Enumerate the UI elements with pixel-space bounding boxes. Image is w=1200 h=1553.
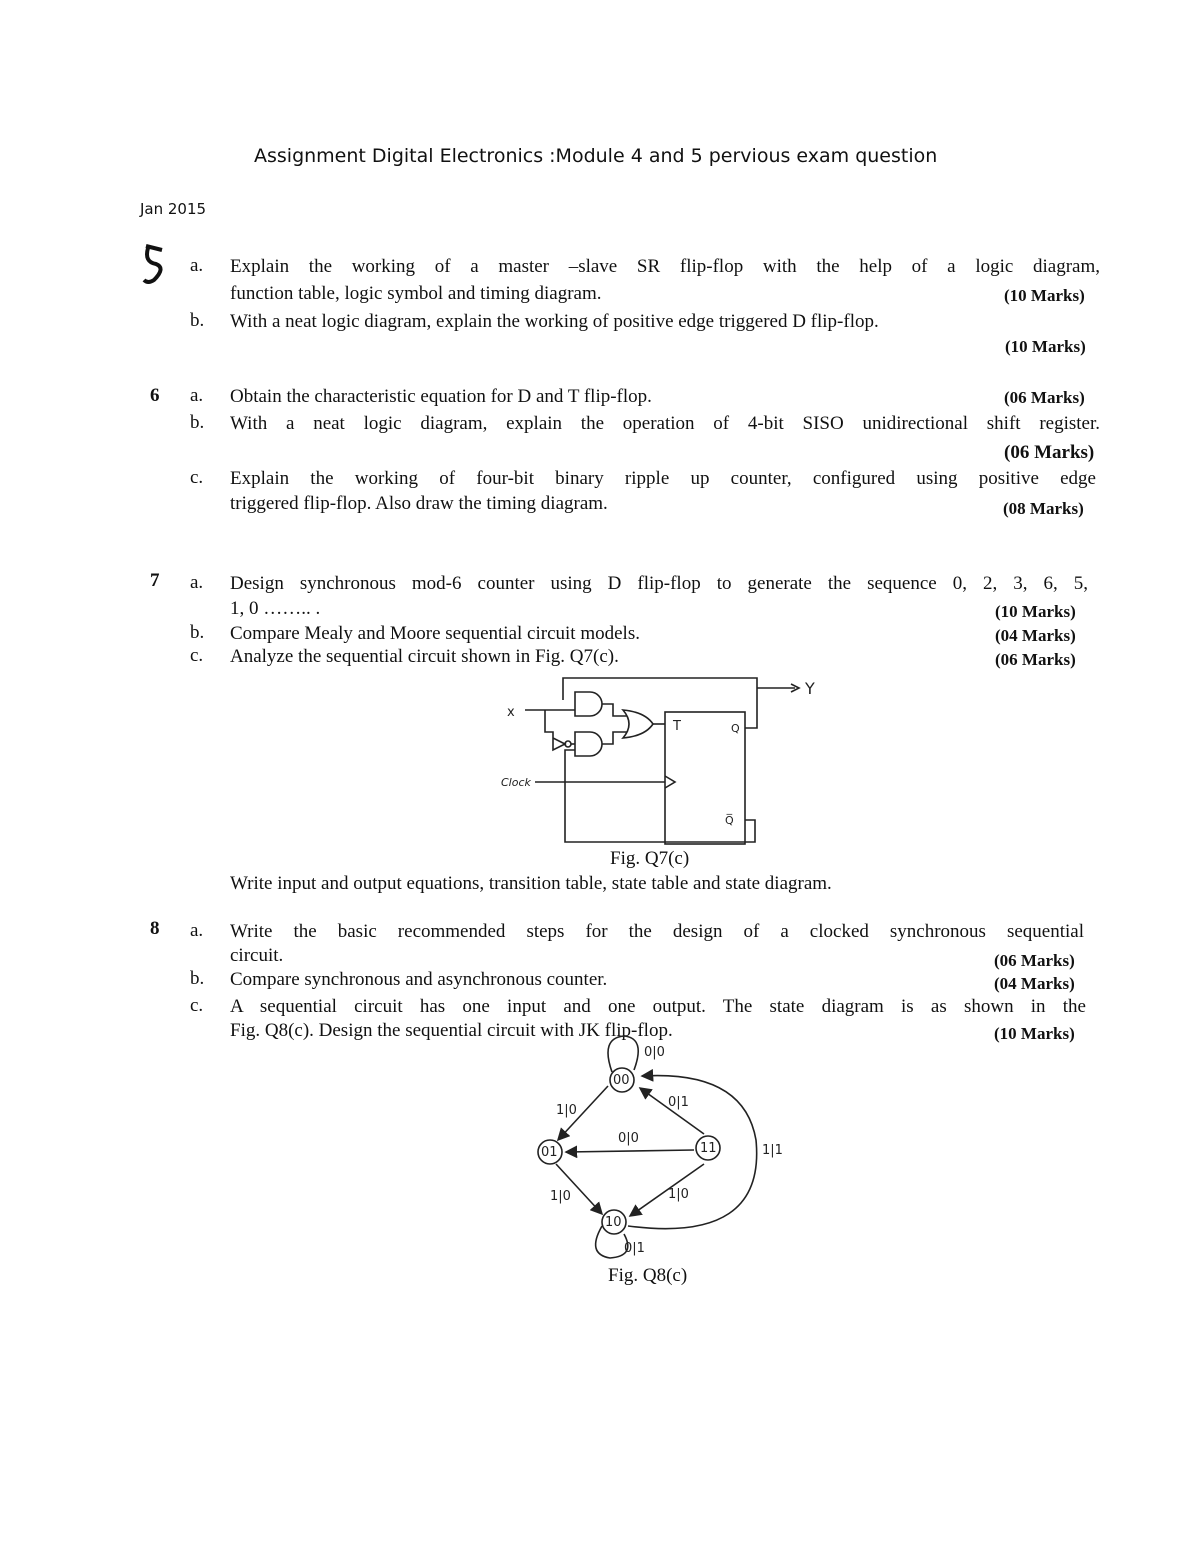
q6b-label: b. bbox=[190, 412, 205, 433]
q8a-text-line2: circuit. bbox=[230, 945, 284, 966]
q6a-label: a. bbox=[190, 385, 204, 406]
q7a-label: a. bbox=[190, 572, 204, 593]
edge-label-11-00: 0|1 bbox=[668, 1095, 689, 1110]
q5a-marks: (10 Marks) bbox=[1004, 286, 1085, 305]
q8c-text-line2: Fig. Q8(c). Design the sequential circuit with JK flip-flop. bbox=[230, 1020, 673, 1041]
q7-number: 7 bbox=[150, 570, 160, 591]
page-title: Assignment Digital Electronics :Module 4 and 5 pervious exam question bbox=[254, 145, 938, 167]
figure-q8c-caption: Fig. Q8(c) bbox=[608, 1265, 688, 1286]
q8c-label: c. bbox=[190, 995, 204, 1016]
q8c-marks: (10 Marks) bbox=[994, 1024, 1075, 1043]
state-01: 01 bbox=[541, 1145, 558, 1160]
q6c-label: c. bbox=[190, 467, 204, 488]
q6b-marks: (06 Marks) bbox=[1004, 442, 1095, 463]
state-10: 10 bbox=[605, 1215, 622, 1230]
q6b-text-line1: With a neat logic diagram, explain the operation of 4-bit SISO unidirectional shift register. bbox=[230, 413, 1100, 434]
q8a-marks: (06 Marks) bbox=[994, 951, 1075, 970]
q7a-text-line2: 1, 0 …….. . bbox=[230, 598, 321, 619]
fig-label-q: Q bbox=[731, 722, 740, 735]
figure-q7c-caption: Fig. Q7(c) bbox=[610, 848, 690, 869]
fig-label-t: T bbox=[673, 719, 681, 734]
q6c-marks: (08 Marks) bbox=[1003, 499, 1084, 518]
edge-label-11-01: 0|0 bbox=[618, 1131, 639, 1146]
q8b-label: b. bbox=[190, 968, 205, 989]
q8b-text-line1: Compare synchronous and asynchronous counter. bbox=[230, 969, 608, 990]
q8c-text-line1: A sequential circuit has one input and one output. The state diagram is as shown in the bbox=[230, 996, 1086, 1017]
q7c-label: c. bbox=[190, 645, 204, 666]
q7b-marks: (04 Marks) bbox=[995, 626, 1076, 645]
q7c-text-line1: Analyze the sequential circuit shown in Fig. Q7(c). bbox=[230, 646, 619, 667]
fig-label-y: Y bbox=[805, 679, 815, 698]
q5b-label: b. bbox=[190, 310, 205, 331]
fig-label-clock: Clock bbox=[501, 776, 531, 789]
q7c-marks: (06 Marks) bbox=[995, 650, 1076, 669]
q5a-text-line2: function table, logic symbol and timing diagram. bbox=[230, 283, 602, 304]
q7a-text-line1: Design synchronous mod-6 counter using D flip-flop to generate the sequence 0, 2, 3, 6, 5, bbox=[230, 573, 1088, 594]
q6a-marks: (06 Marks) bbox=[1004, 388, 1085, 407]
q8-number: 8 bbox=[150, 918, 160, 939]
state-00: 00 bbox=[613, 1073, 630, 1088]
q7a-marks: (10 Marks) bbox=[995, 602, 1076, 621]
edge-label-11-10: 1|0 bbox=[668, 1187, 689, 1202]
handwritten-number-mark bbox=[138, 240, 178, 290]
exam-date: Jan 2015 bbox=[140, 200, 207, 218]
q7b-text-line1: Compare Mealy and Moore sequential circuit models. bbox=[230, 623, 640, 644]
q6a-text-line1: Obtain the characteristic equation for D and T flip-flop. bbox=[230, 386, 652, 407]
figure-q8c-state-diagram bbox=[520, 1030, 800, 1270]
q7b-label: b. bbox=[190, 622, 205, 643]
q6c-text-line1: Explain the working of four-bit binary ripple up counter, configured using positive edge bbox=[230, 468, 1096, 489]
figure-q7c-circuit bbox=[495, 670, 835, 855]
q8a-label: a. bbox=[190, 920, 204, 941]
edge-label-10-00: 1|1 bbox=[762, 1143, 783, 1158]
edge-label-00-self: 0|0 bbox=[644, 1045, 665, 1060]
fig-label-x: x bbox=[507, 705, 515, 720]
q5b-text-line1: With a neat logic diagram, explain the working of positive edge triggered D flip-flop. bbox=[230, 311, 879, 332]
edge-label-01-10: 1|0 bbox=[550, 1189, 571, 1204]
state-11: 11 bbox=[700, 1141, 717, 1156]
q6c-text-line2: triggered flip-flop. Also draw the timing diagram. bbox=[230, 493, 608, 514]
q7c-followup-text: Write input and output equations, transition table, state table and state diagram. bbox=[230, 873, 832, 894]
fig-label-qbar: Q̅ bbox=[725, 814, 734, 827]
edge-label-10-self: 0|1 bbox=[624, 1241, 645, 1256]
q8a-text-line1: Write the basic recommended steps for the design of a clocked synchronous sequential bbox=[230, 921, 1084, 942]
q5a-text-line1: Explain the working of a master –slave SR flip-flop with the help of a logic diagram, bbox=[230, 256, 1100, 277]
q5b-marks: (10 Marks) bbox=[1005, 337, 1086, 356]
q8b-marks: (04 Marks) bbox=[994, 974, 1075, 993]
q5a-label: a. bbox=[190, 255, 204, 276]
q6-number: 6 bbox=[150, 385, 160, 406]
edge-label-00-01: 1|0 bbox=[556, 1103, 577, 1118]
